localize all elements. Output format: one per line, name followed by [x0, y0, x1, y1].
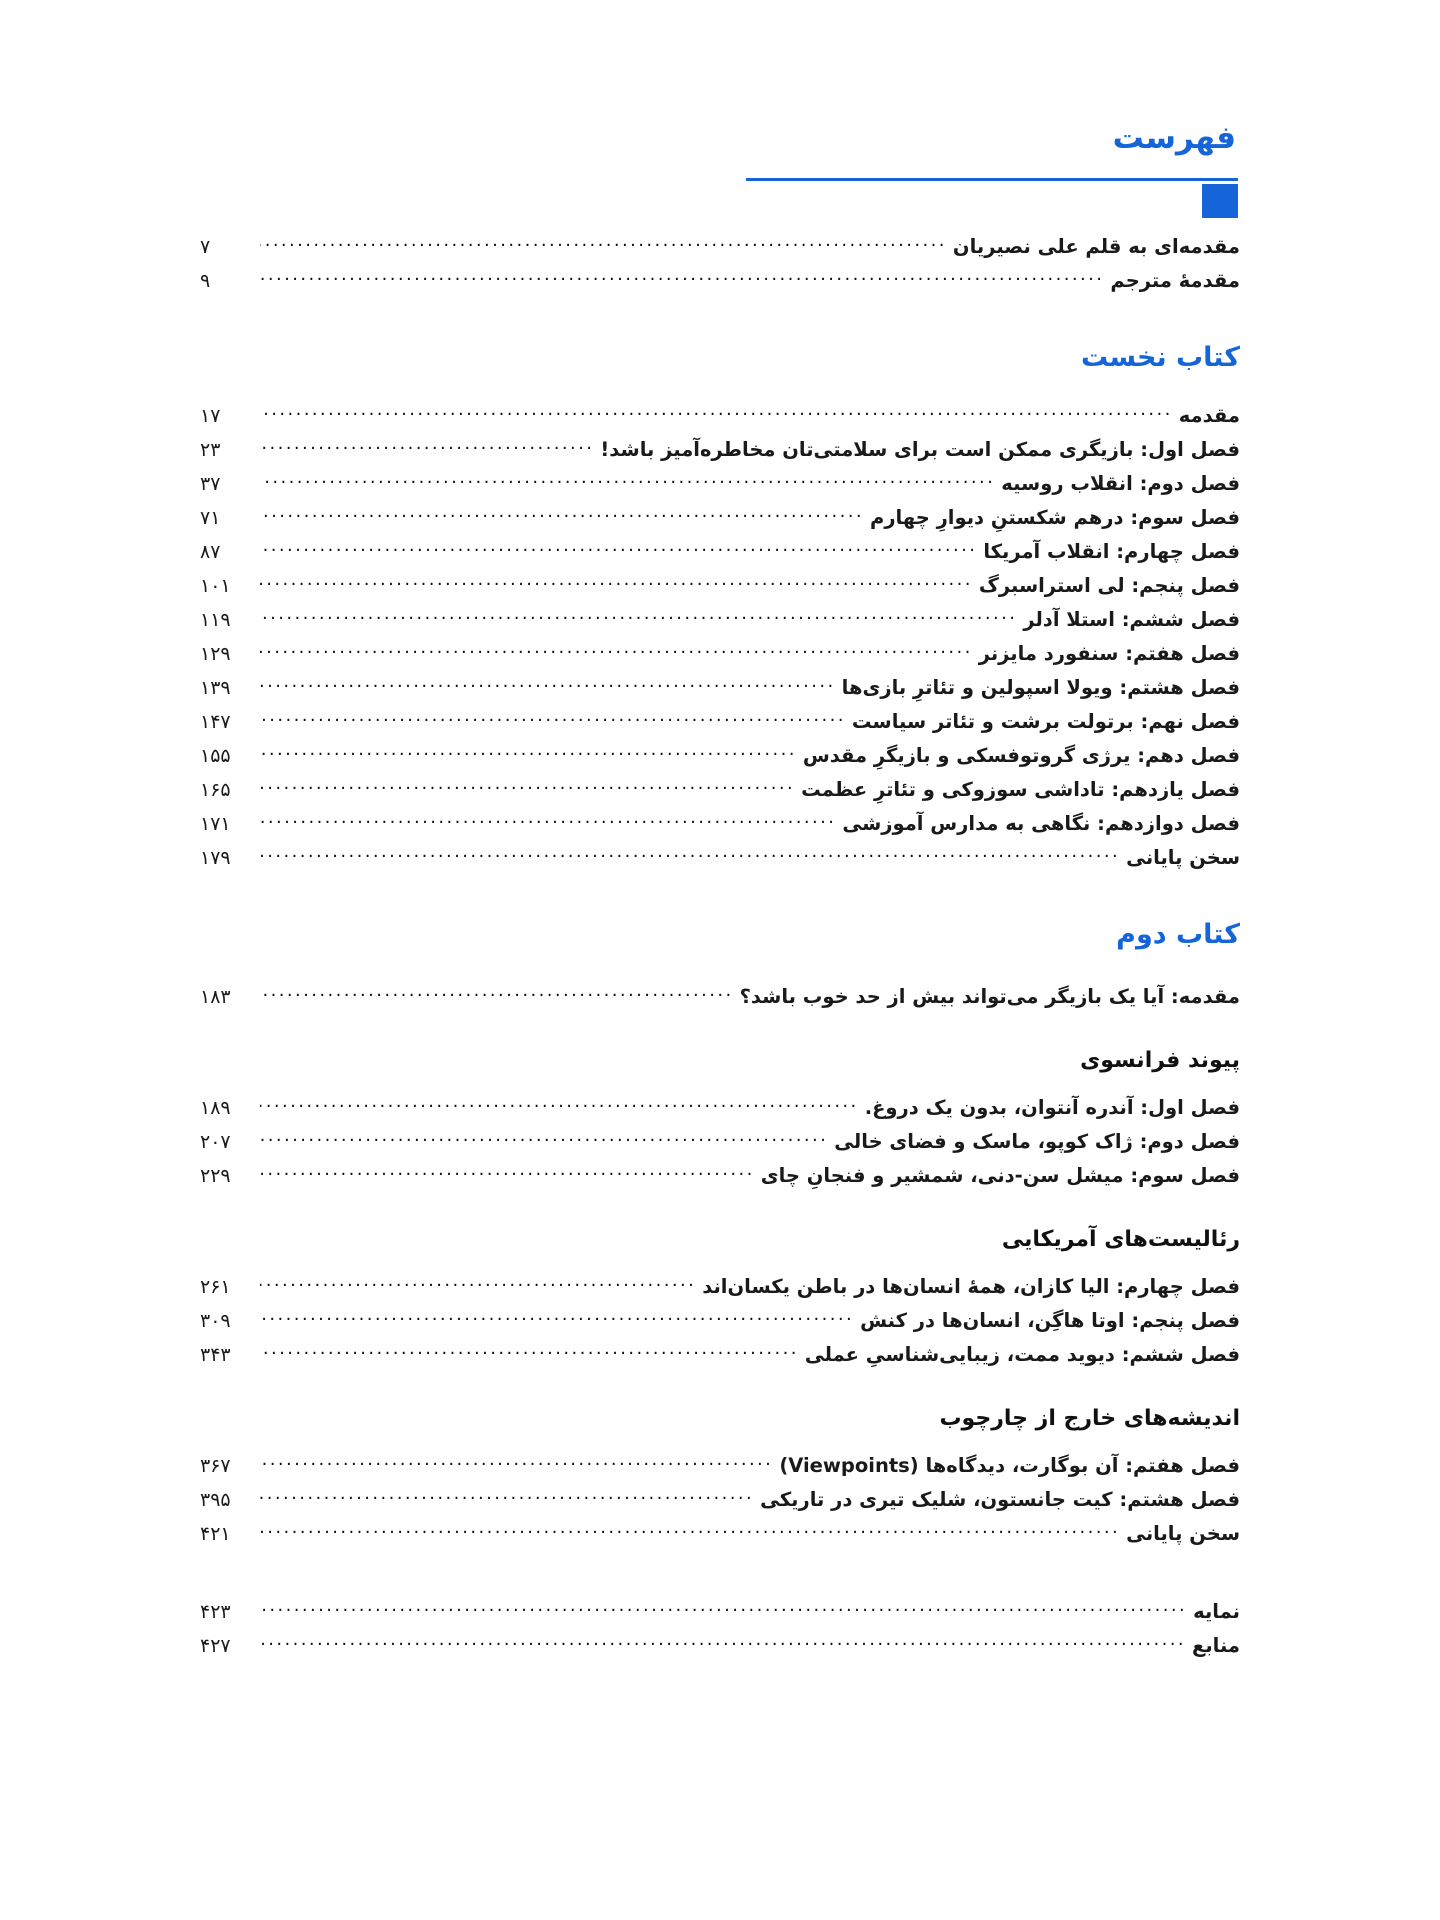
toc-entry-label: فصل هشتم: کیت جانستون، شلیک تیری در تاریکی [760, 1488, 1240, 1511]
toc-entry-label: فصل دهم: یرژی گروتوفسکی و بازیگرِ مقدس [802, 744, 1240, 767]
leader-dots [260, 779, 795, 807]
toc-entry[interactable] [200, 1091, 1240, 1125]
leader-dots [260, 507, 864, 535]
toc-entry-label: فصل هفتم: آن بوگارت، دیدگاه‌ها (Viewpoints) [779, 1454, 1240, 1477]
back-matter-group [200, 1595, 1240, 1663]
toc-entry-label: فصل ششم: دیوید ممت، زیبایی‌شناسیِ عملی [804, 1343, 1240, 1366]
toc-entry-page: ۷۱ [200, 507, 221, 529]
toc-header [200, 120, 1240, 230]
toc-entry[interactable] [200, 230, 1240, 264]
toc-entry-label: مقدمه: آیا یک بازیگر می‌تواند بیش از حد خوب باشد؟ [739, 985, 1240, 1008]
toc-entry[interactable] [200, 773, 1240, 807]
toc-entry-page: ۳۴۳ [200, 1344, 231, 1366]
leader-dots [260, 541, 977, 569]
part-heading-french-connection: پیوند فرانسوی [1080, 1048, 1240, 1073]
toc-entry-page: ۲۰۷ [200, 1131, 231, 1153]
leader-dots [260, 439, 594, 467]
book-one-entries [200, 399, 1240, 875]
part-entries-american-realists [200, 1270, 1240, 1372]
toc-entry-label: فصل سوم: میشل سن-دنی، شمشیر و فنجانِ چای [760, 1164, 1240, 1187]
toc-entry-page: ۱۵۵ [200, 745, 231, 767]
toc-entry-label: فصل پنجم: لی استراسبرگ [978, 574, 1240, 597]
leader-dots [260, 1635, 1186, 1663]
leader-dots [260, 1131, 828, 1159]
toc-entry-page: ۸۷ [200, 541, 221, 563]
leader-dots [260, 270, 1104, 298]
leader-dots [260, 1344, 799, 1372]
book-two-heading: کتاب دوم [1116, 919, 1240, 950]
leader-dots [260, 711, 846, 739]
leader-dots [260, 1276, 696, 1304]
leader-dots [260, 847, 1120, 875]
toc-entry-label: نمایه [1193, 1600, 1240, 1623]
toc-entry[interactable] [200, 739, 1240, 773]
toc-entry-page: ۱۳۹ [200, 677, 231, 699]
toc-entry-page: ۴۲۱ [200, 1523, 231, 1545]
toc-entry-label: سخن پایانی [1126, 1522, 1240, 1545]
toc-entry[interactable] [200, 1483, 1240, 1517]
toc-entry-label: فصل دوم: ژاک کوپو، ماسک و فضای خالی [834, 1130, 1240, 1153]
toc-entry-label: فصل سوم: درهم شکستنِ دیوارِ چهارم [870, 506, 1240, 529]
toc-entry-page: ۱۴۷ [200, 711, 231, 733]
toc-entry-label: فصل چهارم: الیا کازان، همۀ انسان‌ها در باطن یکسان‌اند [702, 1275, 1240, 1298]
leader-dots [260, 575, 973, 603]
toc-entry-label: مقدمۀ مترجم [1110, 269, 1240, 292]
leader-dots [260, 1455, 773, 1483]
toc-entry[interactable] [200, 807, 1240, 841]
toc-entry-page: ۷ [200, 236, 211, 258]
toc-entry-page: ۱۸۹ [200, 1097, 231, 1119]
leader-dots [260, 1097, 859, 1125]
toc-entry-page: ۴۲۳ [200, 1601, 231, 1623]
toc-entry-label: فصل هفتم: سنفورد مایزنر [978, 642, 1240, 665]
toc-entry[interactable] [200, 1517, 1240, 1551]
toc-entry-page: ۳۰۹ [200, 1310, 231, 1332]
leader-dots [260, 1601, 1187, 1629]
toc-entry[interactable] [200, 705, 1240, 739]
toc-entry[interactable] [200, 1595, 1240, 1629]
toc-entry-page: ۹ [200, 270, 211, 292]
leader-dots [260, 473, 995, 501]
toc-entry-page: ۳۹۵ [200, 1489, 231, 1511]
leader-dots [260, 609, 1017, 637]
toc-entry-label: فصل نهم: برتولت برشت و تئاتر سیاست [851, 710, 1240, 733]
toc-entry[interactable] [200, 1125, 1240, 1159]
leader-dots [260, 1523, 1120, 1551]
toc-entry[interactable] [200, 841, 1240, 875]
toc-entry[interactable] [200, 671, 1240, 705]
toc-entry-label: فصل دوازدهم: نگاهی به مدارس آموزشی [842, 812, 1240, 835]
toc-entry-label: فصل چهارم: انقلاب آمریکا [983, 540, 1240, 563]
toc-entry[interactable] [200, 1304, 1240, 1338]
toc-entry-page: ۲۶۱ [200, 1276, 231, 1298]
toc-entry-page: ۱۷ [200, 405, 221, 427]
toc-entry-label: مقدمه‌ای به قلم علی نصیریان [952, 235, 1240, 258]
toc-entry-page: ۴۲۷ [200, 1635, 231, 1657]
toc-entry-label: سخن پایانی [1126, 846, 1240, 869]
toc-entry-page: ۲۳ [200, 439, 221, 461]
toc-entry-label: فصل هشتم: ویولا اسپولین و تئاترِ بازی‌ها [841, 676, 1240, 699]
toc-entry[interactable] [200, 467, 1240, 501]
toc-content [200, 120, 1240, 1663]
part-heading-outside-the-box: اندیشه‌های خارج از چارچوب [939, 1406, 1240, 1431]
toc-entry[interactable] [200, 1159, 1240, 1193]
leader-dots [260, 1489, 754, 1517]
toc-entry-label: فصل ششم: استلا آدلر [1023, 608, 1240, 631]
toc-entry-page: ۱۱۹ [200, 609, 231, 631]
toc-entry[interactable] [200, 569, 1240, 603]
leader-dots [260, 677, 836, 705]
leader-dots [260, 643, 973, 671]
leader-dots [260, 1310, 854, 1338]
toc-entry[interactable] [200, 1338, 1240, 1372]
toc-entry[interactable] [200, 433, 1240, 467]
toc-entry-label: فصل دوم: انقلاب روسیه [1001, 472, 1240, 495]
toc-entry-label: فصل اول: آندره آنتوان، بدون یک دروغ. [864, 1096, 1240, 1119]
toc-entry-page: ۱۰۱ [200, 575, 231, 597]
part-entries-outside-the-box [200, 1449, 1240, 1551]
toc-entry-label: مقدمه [1178, 404, 1240, 427]
part-heading-american-realists: رئالیست‌های آمریکایی [1001, 1227, 1240, 1252]
toc-entry-page: ۱۶۵ [200, 779, 231, 801]
toc-entry-label: فصل پنجم: اوتا هاگِن، انسان‌ها در کنش [860, 1309, 1240, 1332]
toc-entry-label: فصل اول: بازیگری ممکن است برای سلامتی‌تان مخاطره‌آمیز باشد! [600, 438, 1240, 461]
toc-entry[interactable] [200, 535, 1240, 569]
leader-dots [260, 236, 947, 264]
toc-entry-page: ۳۷ [200, 473, 221, 495]
toc-entry-label: فصل یازدهم: تاداشی سوزوکی و تئاترِ عظمت [801, 778, 1240, 801]
toc-entry-page: ۳۶۷ [200, 1455, 231, 1477]
part-entries-french-connection [200, 1091, 1240, 1193]
leader-dots [260, 1165, 755, 1193]
toc-entry-page: ۱۷۱ [200, 813, 231, 835]
toc-entry[interactable] [200, 637, 1240, 671]
toc-entry[interactable] [200, 264, 1240, 298]
toc-entry-page: ۱۲۹ [200, 643, 231, 665]
toc-entry-page: ۲۲۹ [200, 1165, 231, 1187]
toc-entry-page: ۱۸۳ [200, 986, 231, 1008]
header-rule [746, 178, 1238, 181]
toc-entry[interactable] [200, 1449, 1240, 1483]
header-square-marker [1202, 184, 1238, 218]
toc-entry[interactable] [200, 399, 1240, 433]
leader-dots [260, 745, 797, 773]
book-one-heading: کتاب نخست [1080, 342, 1240, 373]
toc-entry[interactable] [200, 501, 1240, 535]
page-title: فهرست [1112, 120, 1236, 156]
leader-dots [260, 405, 1173, 433]
toc-entry-label: منابع [1192, 1634, 1240, 1657]
toc-entry[interactable] [200, 1270, 1240, 1304]
leader-dots [260, 813, 836, 841]
leader-dots [260, 986, 734, 1014]
toc-entry[interactable] [200, 1629, 1240, 1663]
toc-entry[interactable] [200, 603, 1240, 637]
toc-entry-page: ۱۷۹ [200, 847, 231, 869]
toc-entry[interactable] [200, 980, 1240, 1014]
front-matter-group [200, 230, 1240, 298]
